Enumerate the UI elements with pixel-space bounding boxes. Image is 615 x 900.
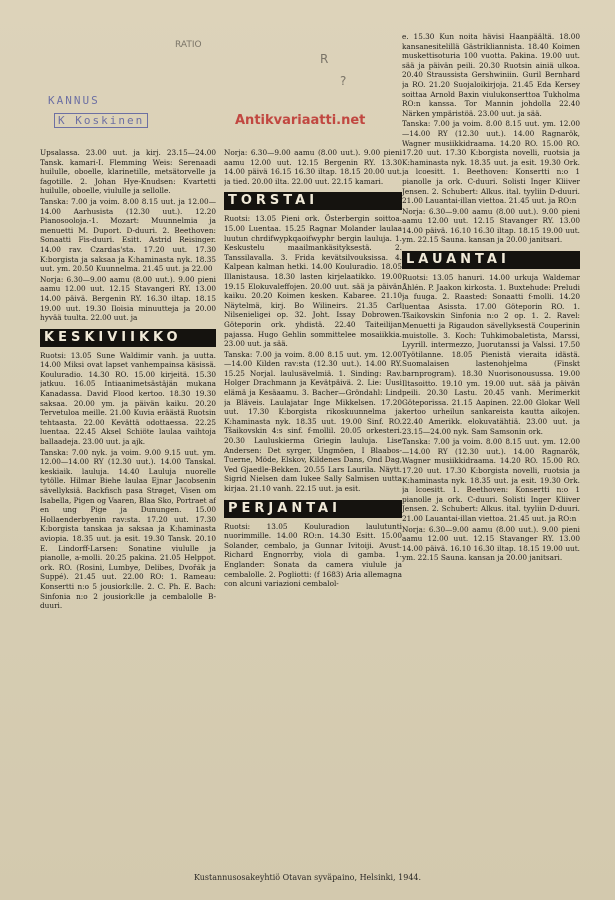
- pencil-note-top: RATIO: [175, 40, 202, 50]
- column-right: [402, 32, 580, 868]
- middle-ruotsi: Ruotsi: 13.05 Pieni ork. Österbergin soittoa. 15.00 Luentaa. 15.25 Ragnar Molander laulaa luutun chrdifwypkqaoifwyphr bergin lauluja. 1. Keskustelu maailmankäsityksestä. 2. Tanssilavalla. 3. Frida kevätsilvouksissa. 4. Kalpean kalman hetki. 14.00 Kouluradio. 18.05 Illanistausa. 18.30 lasten kirjelaatikko. 19.00 19.15 Elokuvaleffojen. 20.00 uut. sää ja päivän kaiku. 20.20 Koimen kesken. Kabaree. 21.10 Näytelmä, kirj. Bo Wilineirs. 21.35 Carl Nilsenieligei op. 32. Joht. Issay Dobrowen. Göteporin ork. yhdistä. 22.40 Taiteilijan pajassa. Hugo Gehlin sommittelee mosaiikkia. 23.00 uut. ja sää.: [224, 214, 402, 349]
- right-ruotsi: Ruotsi: 13.05 hanuri. 14.00 urkuja Waldemar Åhlén. P. Jaakon kirkosta. 1. Buxtehude: Preludi ja fuuga. 2. Raasted: Sonaatti f-molli. 14.20 luentaa Asissta. 17.00 Göteporin RO. 1. Tšaikovskin Sinfonia n:o 2 op. 1. 2. Ravel: Menuetti ja Rigaudon sävellyksestä Couperinin muistolle. 3. Koch: Tuhkimobaletista, Marssi, Lyyrill. intermezzo, Juorutanssi ja Valssi. 17.50 Työtilanne. 18.05 Pienistä vieraita idästä. Suomalaisen lastenohjelma (Finskt barnprogram). 18.30 Nuorisonousussa. 19.00 Iltasoitto. 19.10 ym. 19.00 uut. sää ja päivän peili. 20.30 Lastu. 20.45 vanh. Merimerkit Göteporissa. 21.15 Aapinen. 22.00 Glokar Well kertoo urheilun sankareista kautta aikojen. 22.40 Amerikk. elokuvatähtiä. 23.00 uut. ja 23.15—24.00 nyk. Sam Samsonin ork.: [402, 273, 580, 436]
- right-norja: Norja: 6.30—9.00 aamu (8.00 uut.). 9.00 pieni aamu 12.00 uut. 12.15 Stavanger RY. 13.00 14.00 päivä. 16.10 16.30 iltap. 18.15 19.00 uut. ym. 22.15 Sauna. kansan ja 20.00 janitsari.: [402, 206, 580, 245]
- middle-ruotsi-2: Ruotsi: 13.05 Kouluradion laulutunti nuorimmille. 14.00 RO:n. 14.30 Esitt. 15.00 Solander, cembalo, ja Gunnar Ivitoiji. Avust. Richard Engnorrby, viola di gamba. 1. Englander: Sonata da camera viulule ja cembalolle. 2. Pogliotti: (f 1683) Aria allemagna con alcuni variazioni cembalol-: [224, 521, 402, 589]
- pencil-note-question: ?: [340, 74, 347, 88]
- column-middle: [224, 148, 402, 868]
- middle-norja: Norja: 6.30—9.00 aamu (8.00 uut.). 9.00 pieni aamu 12.00 uut. 12.15 Bergenin RY. 13.30 14.00 päivä 16.15 16.30 iltap. 18.15 20.00 uut. ja tied. 20.00 ilta. 22.00 uut. 22.15 kamari.: [224, 148, 402, 186]
- ownership-stamp: [48, 94, 148, 128]
- banner-torstai: TORSTAI: [224, 192, 402, 210]
- banner-keskiviikko: KESKIVIIKKO: [40, 329, 216, 347]
- banner-lauantai: LAUANTAI: [402, 251, 580, 269]
- right-intro: e. 15.30 Kun noita hävisi Haanpäältä. 18.00 kansanesitelillä Gästrikliannista. 18.40 Koimen muskettisoturia 100 vuotta. Pakina. 19.00 uut. sää ja päivän peili. 20.30 Ruotsin ainiä ulkoa. 20.40 Straussista Gershwiniin. Guril Bernhard ja RO. 21.20 Suojaloikirjoja. 21.45 Eda Kersey soittaa Arnold Baxin viulukonserttoa Tukholma RO:n kanssa. Tor Mannin johdolla 22.40 Närken ympäristöä. 23.00 uut. ja sää.: [402, 32, 580, 118]
- left-norja: Norja: 6.30—9.00 aamu (8.00 uut.). 9.00 pieni aamu 12.00 uut. 12.15 Stavangeri RY. 13.00 14.00 päivä. Bergenin RY. 16.30 iltap. 18.15 19.00 uut. 19.30 Iloisia minuutteja ja 20.00 hyvää tuulta. 22.00 uut. ja: [40, 274, 216, 323]
- column-left: [40, 148, 216, 868]
- stamp-line-2: K Koskinen: [54, 113, 148, 128]
- middle-tanska: Tanska: 7.00 ja voim. 8.00 8.15 uut. ym. 12.00—14.00 Kilden rav:sta (12.30 uut.). 14.00 RY. 15.25 Norjal. laulusävelmiä. 1. Sinding: Rav. Holger Drachmann ja Kevätpäivä. 2. Lie: Uusi elämä ja Kesäaamu. 3. Bacher—Gröndahl: Lind ja Bläveis. Laulajatar Inge Mikkelsen. 17.20 uut. 17.30 K:borgista rikoskuunnelma ja K:haminasta nyk. 18.35 uut. 19.00 Sinf. RO. Tšaikovskin 4:s sinf. f-mollil. 20.05 orkesteri. 20.30 Lauluskierma Griegin lauluja. Lise Andersen: Det syrger, Ungmöen, I Blaabos-Tuerne, Möde, Elskov, Kildenes Dans, Ond Dag, Ved Gjaedle-Bekken. 20.55 Lars Laurila. Näytt. Sigrid Nielsen dam lukee Sally Salmisen uutta kirjaa. 21.10 vanh. 22.15 uut. ja esit.: [224, 349, 402, 493]
- left-tanska-2: Tanska: 7.00 nyk. ja voim. 9.00 9.15 uut. ym. 12.00—14.00 RY (12.30 uut.). 14.00 Tanskal. keskiaik. lauluja. 14.40 Lauluja nuorelle tytölle. Hilmar Biehe laulaa Ejnar Jacobsenin sävellyksiä. Backfisch pasa Strøget, Visen om Isabella, Pigen og Vaaren, Blaa Sko, Portraet af en ung Pige ja Dunungen. 15.00 Hollaenderbyenin rav:sta. 17.20 uut. 17.30 K:borgista tanskaa ja saksaa ja K:haminasta aviopia. 18.35 uut. ja esit. 19.30 Tansk. 20.10 E. Lindorff-Larsen: Sonatine viululle ja pianolle, a-molli. 20.25 pakina. 21.05 Helppot. ork. RO. (Rosini, Lumbye, Delibes, Dvořák ja Suppé). 21.45 uut. 22.00 RO: 1. Rameau: Konsertti n:o 5 jousiork:lle. 2. C. Ph. E. Bach: Sinfonia n:o 2 jousiork:lle ja cembalolle B-duuri.: [40, 447, 216, 611]
- stamp-line-1: KANNUS: [48, 94, 100, 107]
- banner-perjantai: PERJANTAI: [224, 500, 402, 518]
- right-tanska: Tanska: 7.00 ja voim. 8.00 8.15 uut. ym. 12.00—14.00 RY (12.30 uut.). 14.00 Ragnarök, Wagner musiikkidraama. 14.20 RO. 15.00 RO. 17.20 uut. 17.30 K:borgista novelli, ruotsia ja K:haminasta nyk. 18.35 uut. ja esit. 19.30 Ork. ja lcoesitt. 1. Beethoven: Konsertti n:o 1 pianolle ja ork. C-duuri. Solisti Inger Kliiver Jensen. 2. Schubert: Alkus. ital. tyyliin D-duuri. 21.00 Lauantai-illan viettoa. 21.45 uut. ja RO:n: [402, 119, 580, 206]
- pencil-note-r: R: [320, 52, 329, 66]
- left-ruotsi: Ruotsi: 13.05 Sune Waldimir vanh. ja uutta. 14.00 Miksi ovat lapset vanhempainsa käsissä. Kouluradio. 14.30 RO. 15.00 kirjeitä. 15.30 jatkuu. 16.05 Intiaanimetsästäjän mukana Kanadassa. David Flood kertoo. 18.30 19.30 saksaa. 20.00 ym. ja päivän kaiku. 20.20 Tervetuloa meille. 21.00 Kuvia eräästä Ruotsin tehtaasta. 22.00 Kevättä odottaessa. 22.25 luentaa. 22.45 Aksel Schiöte laulaa vaihtoja ballaadeja. 23.00 uut. ja ajk.: [40, 350, 216, 447]
- printer-footer: Kustannusosakeyhtiö Otavan syväpaino, Helsinki, 1944.: [193, 873, 422, 882]
- right-norja-2: Norja: 6.30—9.00 aamu (8.00 uut.). 9.00 pieni aamu 12.00 uut. 12.15 Stavanger RY. 13.00 14.00 päivä. 16.10 16.30 iltap. 18.15 19.00 uut. ym. 22.15 Sauna. kansan ja 20.00 janitsari.: [402, 524, 580, 563]
- left-intro: Upsalassa. 23.00 uut. ja kirj. 23.15—24.00 Tansk. kamari-I. Flemming Weis: Serenaadi huilulle, oboelle, klarinetille, metsätorvelle ja fagotille. 2. Johan Hye-Knudsen: Kvartetti huilulle, oboelle, viululle ja sellolle.: [40, 148, 216, 196]
- watermark-text: Antikvariaatti.net: [235, 113, 366, 128]
- right-tanska-2: Tanska: 7.00 ja voim. 8.00 8.15 uut. ym. 12.00—14.00 RY (12.30 uut.). 14.00 Ragnarök, Wagner musiikkidraama. 14.20 RO. 15.00 RO. 17.20 uut. 17.30 K:borgista novelli, ruotsia ja K:haminasta nyk. 18.35 uut. ja esit. 19.30 Ork. ja lcoesitt. 1. Beethoven: Konsertti n:o 1 pianolle ja ork. C-duuri. Solisti Inger Kliiver Jensen. 2. Schubert: Alkus. ital. tyyliin D-duuri. 21.00 Lauantai-illan viettoa. 21.45 uut. ja RO:n: [402, 437, 580, 523]
- left-tanska: Tanska: 7.00 ja voim. 8.00 8.15 uut. ja 12.00—14.00 Aarhusista (12.30 uut.). 12.20 Pianosooloja.-1. Mozart: Muunnelmia ja menuetti M. Duport. D-duuri. 2. Beethoven: Sonaatti Fis-duuri. Esitt. Astrid Reisinger. 14.00 rav. Czardas'sta. 17.20 uut. 17.30 K:borgista ja saksaa ja K:haminasta nyk. 18.35 uut. ym. 20.50 Kuunnelma. 21.45 uut. ja 22.00: [40, 196, 216, 274]
